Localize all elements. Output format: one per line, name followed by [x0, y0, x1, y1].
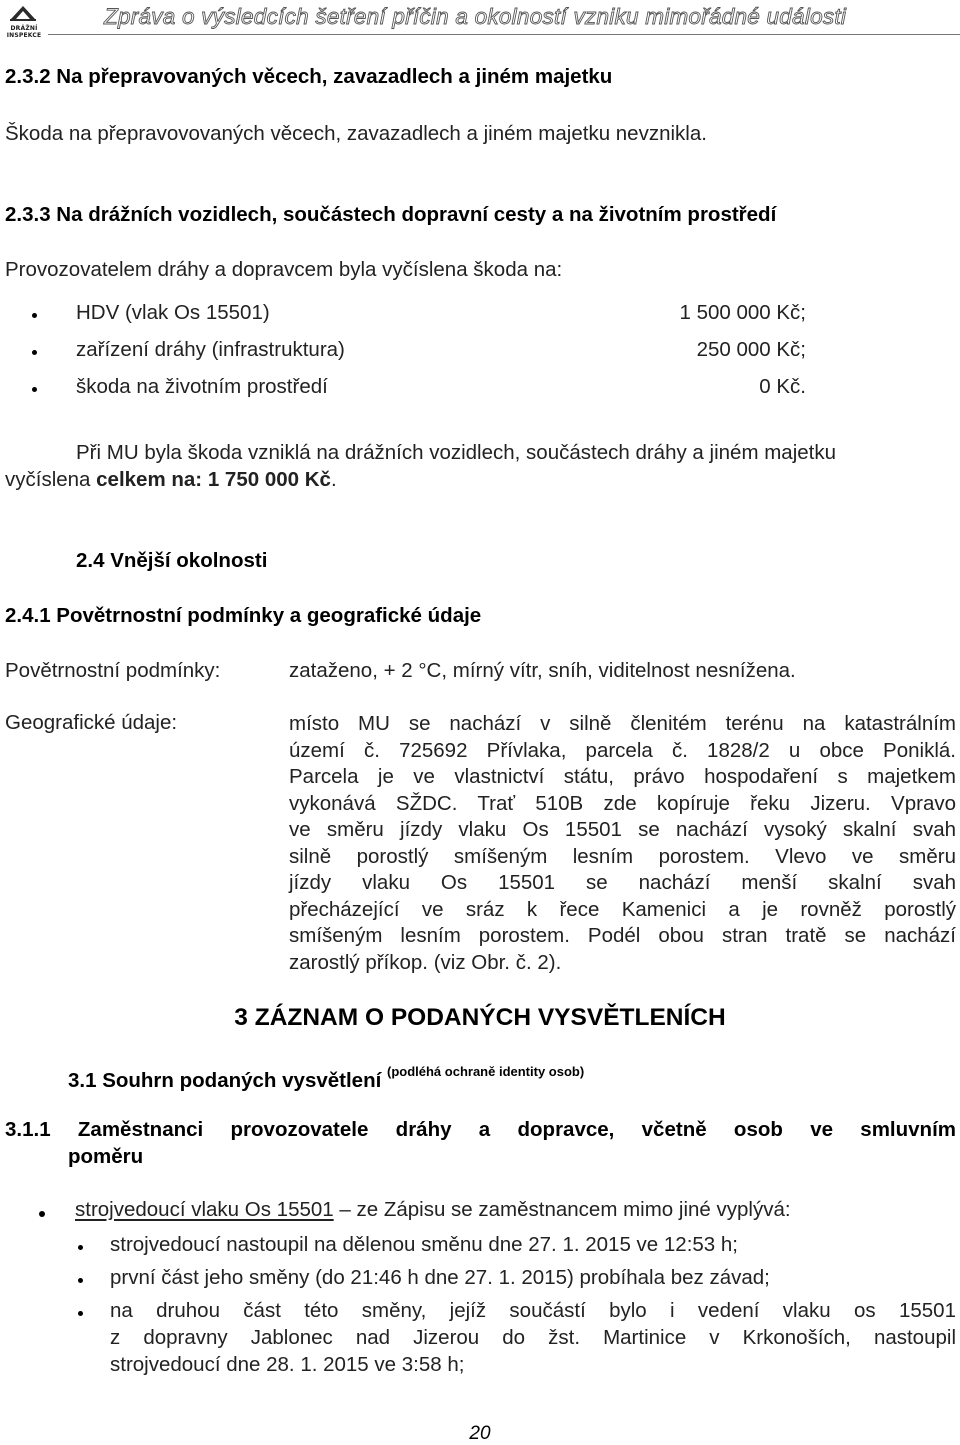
section-3-1-1-heading-line-1: 3.1.1 Zaměstnanci provozovatele dráhy a dopravce, včetně osob ve smluvním — [5, 1118, 956, 1141]
logo-line-1: DRÁŽNÍ — [10, 25, 38, 32]
damage-summary-line-2: vyčíslena celkem na: 1 750 000 Kč. — [5, 468, 337, 491]
damage-item-value: 0 Kč. — [759, 375, 806, 398]
geo-label: Geografické údaje: — [5, 711, 178, 734]
damage-intro: Provozovatelem dráhy a dopravcem byla vyčíslena škoda na: — [5, 258, 563, 281]
statement-person: strojvedoucí vlaku Os 15501 — [75, 1198, 334, 1221]
page-number: 20 — [469, 1423, 491, 1444]
damage-total: celkem na: 1 750 000 Kč — [96, 468, 331, 491]
weather-label: Povětrnostní podmínky: — [5, 659, 221, 682]
weather-value: zataženo, + 2 °C, mírný vítr, sníh, viditelnost nesnížena. — [289, 659, 796, 682]
bullet-icon — [78, 1245, 83, 1250]
damage-item-value: 250 000 Kč; — [696, 338, 806, 361]
section-2-3-2-heading: 2.3.2 Na přepravovaných věcech, zavazadlech a jiném majetku — [5, 65, 613, 88]
statement-lead: strojvedoucí vlaku Os 15501 – ze Zápisu se zaměstnancem mimo jiné vyplývá: — [75, 1198, 791, 1221]
section-3-1-heading: 3.1 Souhrn podaných vysvětlení $^{(podléhá ochraně identity osob)}$ — [68, 1064, 585, 1092]
drazni-inspekce-logo — [3, 3, 45, 39]
bullet-icon — [78, 1311, 83, 1316]
bullet-icon — [39, 1211, 45, 1217]
bullet-icon — [78, 1278, 83, 1283]
bullet-icon — [32, 313, 37, 318]
damage-item-label: HDV (vlak Os 15501) — [76, 301, 270, 324]
header-divider — [48, 34, 960, 35]
chapter-3-heading: 3 ZÁZNAM O PODANÝCH VYSVĚTLENÍCH — [234, 1004, 726, 1031]
train-emblem-icon — [8, 3, 38, 23]
report-header-title: Zpráva o výsledcích šetření příčin a okolností vzniku mimořádné události — [104, 4, 847, 29]
section-2-4-heading: 2.4 Vnější okolnosti — [76, 549, 268, 572]
bullet-icon — [32, 387, 37, 392]
bullet-icon — [32, 350, 37, 355]
section-2-4-1-heading: 2.4.1 Povětrnostní podmínky a geografické údaje — [5, 604, 482, 627]
section-2-3-2-text: Škoda na přepravovovaných věcech, zavazadlech a jiném majetku nevznikla. — [5, 122, 707, 145]
damage-item-label: zařízení dráhy (infrastruktura) — [76, 338, 345, 361]
logo-line-2: INSPEKCE — [6, 32, 42, 39]
geo-description: místo MU se nachází v silně členitém terénu na katastrálním území č. 725692 Přívlaka, parcela č. 1828/2 u obce Poniklá. Parcela je ve vlastnictví státu, právo hospodaření s majetkem vykonává SŽDC. Trať 510B zde kopíruje řeku Jizeru. Vpravo ve směru jízdy vlaku Os 15501 se nachází vysoký skalní svah silně porostlý smíšeným lesním porostem. Vlevo ve směru jízdy vlaku Os 15501 se nachází menší skalní svah přecházející ve sráz k řece Kamenici a je rovněž porostlý smíšeným lesním porostem. Podél obou stran tratě se nachází zarostlý příkop. (viz Obr. č. 2). — [289, 712, 956, 974]
statement-item: první část jeho směny (do 21:46 h dne 27. 1. 2015) probíhala bez závad; — [110, 1266, 770, 1289]
damage-summary-line-1: Při MU byla škoda vzniklá na drážních vozidlech, součástech dráhy a jiném majetku — [76, 441, 836, 464]
section-3-1-1-heading-line-2: poměru — [68, 1145, 144, 1168]
damage-item-value: 1 500 000 Kč; — [679, 301, 806, 324]
identity-protection-note: (podléhá ochraně identity osob) — [387, 1064, 585, 1079]
damage-item-label: škoda na životním prostředí — [76, 375, 328, 398]
statement-item: na druhou část této směny, jejíž součástí bylo i vedení vlaku os 15501 z dopravny Jablonec nad Jizerou do žst. Martinice v Krkonoších, nastoupil strojvedoucí dne 28. 1. 2015 ve 3:58 h; — [110, 1299, 956, 1376]
section-2-3-3-heading: 2.3.3 Na drážních vozidlech, součástech dopravní cesty a na životním prostředí — [5, 203, 777, 226]
statement-item: strojvedoucí nastoupil na dělenou směnu dne 27. 1. 2015 ve 12:53 h; — [110, 1233, 738, 1256]
